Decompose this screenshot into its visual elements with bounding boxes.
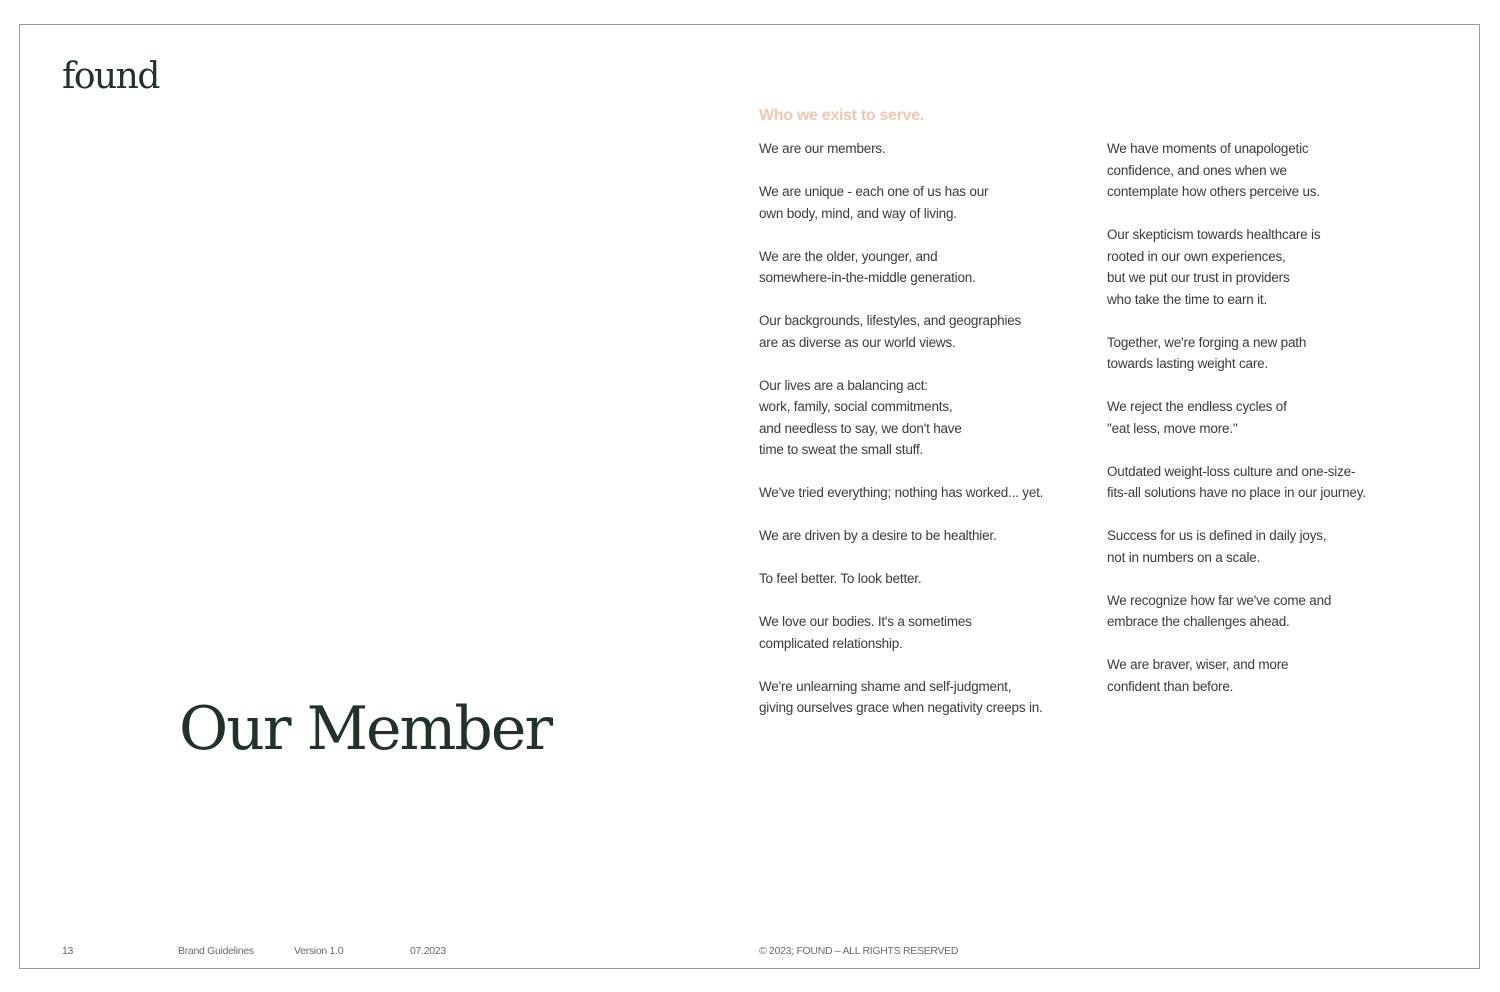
footer-version: Version 1.0 [294,945,344,957]
body-paragraph: We have moments of unapologetic confidence, and ones when we contemplate how others perceive us. [1107,141,1320,199]
body-paragraph: We are braver, wiser, and more confident than before. [1107,657,1289,694]
body-paragraph: We are our members. [759,141,886,156]
page-title: Our Member [179,694,552,764]
body-paragraph: Together, we're forging a new path towards lasting weight care. [1107,334,1307,371]
body-paragraph: We love our bodies. It's a sometimes complicated relationship. [759,614,972,651]
body-paragraph: Our lives are a balancing act: work, family, social commitments, and needless to say, we don't have time to sweat the small stuff. [759,377,962,457]
body-paragraph: We recognize how far we've come and embrace the challenges ahead. [1107,592,1332,629]
found-logo: found [62,56,159,97]
body-paragraph: Success for us is defined in daily joys, not in numbers on a scale. [1107,528,1327,565]
document-page [19,24,1480,969]
footer-date: 07.2023 [410,945,446,957]
body-paragraph: Our backgrounds, lifestyles, and geographies are as diverse as our world views. [759,313,1022,350]
footer-copyright: © 2023; FOUND – ALL RIGHTS RESERVED [759,945,959,957]
right-text-column [1107,138,1457,719]
left-text-column [759,138,1104,740]
body-paragraph: Outdated weight-loss culture and one-size- fits-all solutions have no place in our journey. [1107,463,1366,500]
body-paragraph: We're unlearning shame and self-judgment, giving ourselves grace when negativity creeps in. [759,678,1043,715]
body-paragraph: To feel better. To look better. [759,571,922,586]
body-paragraph: We are the older, younger, and somewhere-in-the-middle generation. [759,248,976,285]
body-paragraph: Our skepticism towards healthcare is rooted in our own experiences, but we put our trust in providers who take the time to earn it. [1107,227,1321,307]
body-paragraph: We've tried everything; nothing has worked... yet. [759,485,1044,500]
section-heading: Who we exist to serve. [759,107,925,124]
body-paragraph: We reject the endless cycles of "eat less, move more." [1107,399,1287,436]
footer-doc-name: Brand Guidelines [178,945,254,957]
body-paragraph: We are unique - each one of us has our own body, mind, and way of living. [759,184,989,221]
page-number: 13 [62,945,74,957]
body-paragraph: We are driven by a desire to be healthier. [759,528,997,543]
